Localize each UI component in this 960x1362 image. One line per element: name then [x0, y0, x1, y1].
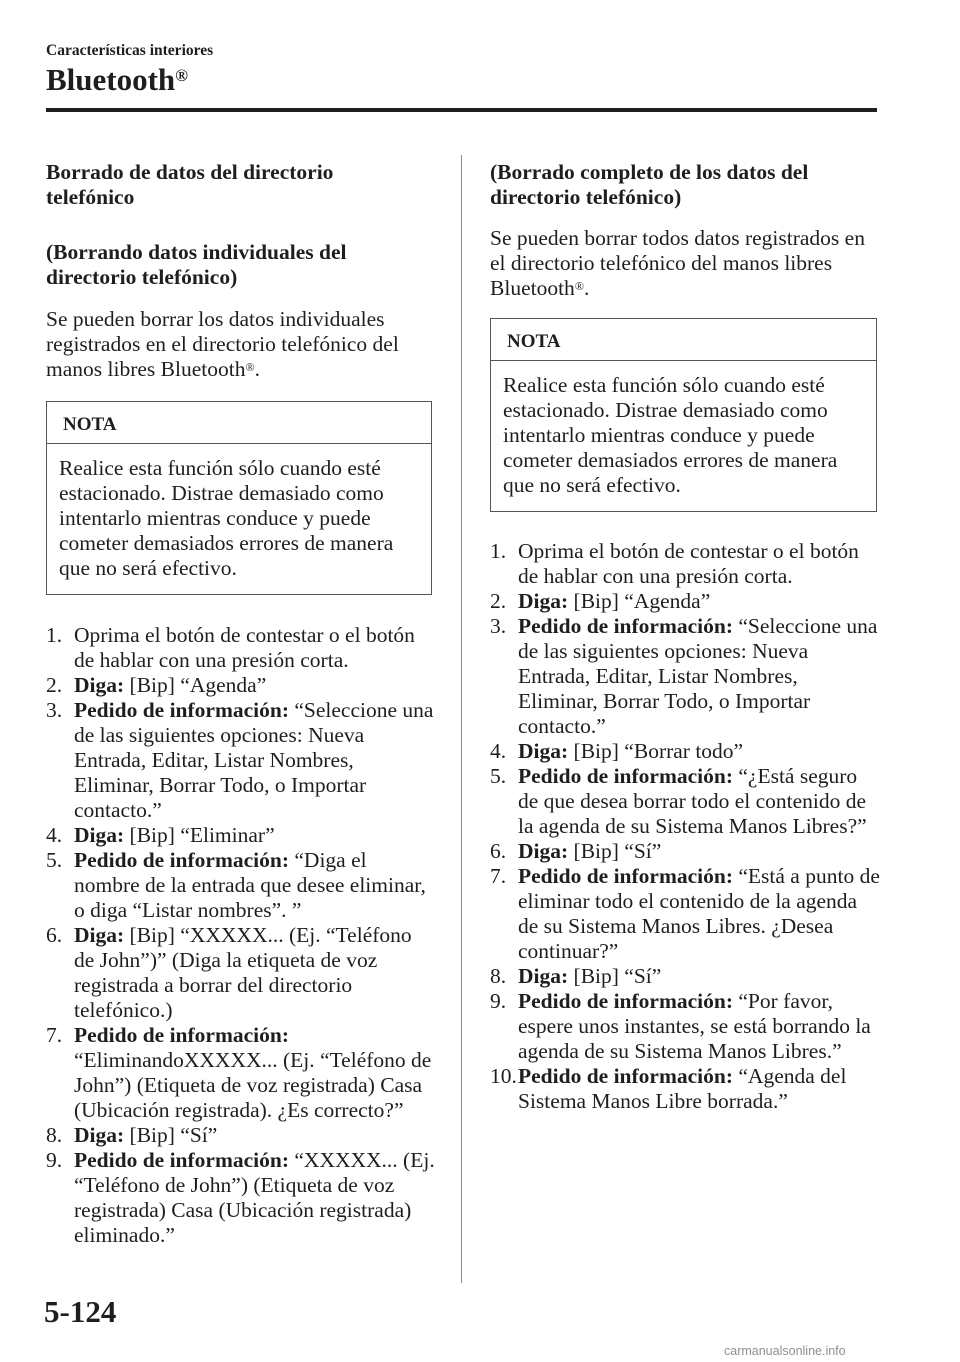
step-number: 5. [46, 848, 63, 872]
step-item [490, 764, 880, 839]
left-column [46, 160, 436, 1248]
step-number: 3. [490, 614, 507, 638]
watermark: carmanualsonline.info [724, 1344, 846, 1358]
intro-individual [46, 307, 436, 382]
step-item [490, 989, 880, 1064]
step-label: Pedido de información: [74, 1148, 289, 1172]
page-title-text: Bluetooth [46, 62, 176, 97]
steps-list-complete [490, 539, 880, 1114]
registered-mark: ® [175, 66, 188, 85]
step-label: Diga: [74, 673, 125, 697]
step-label: Diga: [74, 1123, 125, 1147]
step-item [46, 698, 436, 823]
step-number: 7. [490, 864, 507, 888]
note-text: Realice esta función sólo cuando esté estacionado. Distrae demasiado como intentarlo mientras conduce y puede cometer demasiados errores de manera que no será efectivo. [503, 373, 838, 497]
right-column [490, 160, 880, 1114]
step-label: Pedido de información: [518, 864, 733, 888]
step-number: 6. [46, 923, 63, 947]
step-text: Oprima el botón de contestar o el botón de hablar con una presión corta. [518, 539, 859, 588]
step-number: 1. [46, 623, 63, 647]
step-label: Diga: [74, 923, 125, 947]
step-item [490, 964, 880, 989]
step-label: Diga: [518, 739, 569, 763]
note-title: NOTA [47, 402, 431, 444]
subheading-complete: (Borrado completo de los datos del directorio telefónico) [490, 160, 809, 209]
step-label: Diga: [518, 964, 569, 988]
subheading-individual: (Borrando datos individuales del directorio telefónico) [46, 240, 347, 289]
step-label: Pedido de información: [518, 614, 733, 638]
step-number: 2. [490, 589, 507, 613]
step-label: Pedido de información: [518, 1064, 733, 1088]
page-title [46, 58, 188, 102]
step-label: Diga: [74, 823, 125, 847]
step-number: 1. [490, 539, 507, 563]
step-text: [Bip] “Agenda” [124, 673, 267, 697]
step-number: 3. [46, 698, 63, 722]
steps-list-individual [46, 623, 436, 1248]
step-label: Pedido de información: [74, 1023, 289, 1047]
step-item [46, 1148, 436, 1248]
step-number: 4. [46, 823, 63, 847]
step-text: [Bip] “Agenda” [568, 589, 711, 613]
note-title: NOTA [491, 319, 876, 361]
step-number: 5. [490, 764, 507, 788]
step-label: Diga: [518, 839, 569, 863]
step-number: 6. [490, 839, 507, 863]
step-number: 9. [46, 1148, 63, 1172]
step-text: “¿Está seguro de que desea borrar todo el contenido de la agenda de su Sistema Manos Libres?” [518, 764, 867, 838]
registered-mark: ® [245, 360, 255, 374]
step-text: Oprima el botón de contestar o el botón de hablar con una presión corta. [74, 623, 415, 672]
step-item [490, 1064, 880, 1114]
step-text: [Bip] “Sí” [568, 839, 662, 863]
step-item [490, 864, 880, 964]
step-text: “Seleccione una de las siguientes opciones: Nueva Entrada, Editar, Listar Nombres, Eliminar, Borrar Todo, o Importar contacto.” [74, 698, 434, 822]
step-item [490, 739, 880, 764]
step-text: [Bip] “Sí” [124, 1123, 218, 1147]
intro-end: . [254, 357, 260, 381]
step-item [490, 614, 880, 739]
step-item [490, 539, 880, 589]
step-item [46, 673, 436, 698]
step-number: 2. [46, 673, 63, 697]
section-label: Características interiores [46, 42, 214, 59]
step-label: Pedido de información: [518, 989, 733, 1013]
note-text: Realice esta función sólo cuando esté estacionado. Distrae demasiado como intentarlo mientras conduce y puede cometer demasiados errores de manera que no será efectivo. [59, 456, 394, 580]
note-box [490, 318, 877, 512]
step-item [46, 1123, 436, 1148]
step-number: 8. [490, 964, 507, 988]
step-text: “EliminandoXXXXX... (Ej. “Teléfono de John”) (Etiqueta de voz registrada) Casa (Ubicación registrada). ¿Es correcto?” [74, 1048, 432, 1122]
step-label: Pedido de información: [74, 698, 289, 722]
step-text: [Bip] “XXXXX... (Ej. “Teléfono de John”)” (Diga la etiqueta de voz registrada a borrar del directorio telefónico.) [74, 923, 412, 1022]
section-heading: Borrado de datos del directorio telefónico [46, 160, 334, 209]
step-text: [Bip] “Borrar todo” [568, 739, 744, 763]
note-box [46, 401, 432, 595]
step-item [490, 589, 880, 614]
step-item [46, 923, 436, 1023]
step-label: Pedido de información: [74, 848, 289, 872]
page-number: 5-124 [44, 1294, 117, 1329]
step-label: Pedido de información: [518, 764, 733, 788]
step-text: [Bip] “Sí” [568, 964, 662, 988]
step-number: 10. [490, 1064, 517, 1088]
step-number: 9. [490, 989, 507, 1013]
step-number: 4. [490, 739, 507, 763]
step-item [46, 823, 436, 848]
step-text: “XXXXX... (Ej. “Teléfono de John”) (Etiqueta de voz registrada) Casa (Ubicación registrada) eliminado.” [74, 1148, 435, 1247]
step-text: “Seleccione una de las siguientes opciones: Nueva Entrada, Editar, Listar Nombres, Eliminar, Borrar Todo, o Importar contacto.” [518, 614, 878, 738]
step-item [46, 848, 436, 923]
intro-end: . [583, 276, 590, 300]
registered-mark: ® [574, 279, 584, 293]
step-text: “Está a punto de eliminar todo el contenido de la agenda de su Sistema Manos Libres. ¿Desea continuar?” [518, 864, 880, 963]
step-text: “Agenda del Sistema Manos Libre borrada.” [518, 1064, 847, 1113]
step-item [46, 623, 436, 673]
intro-complete [490, 226, 880, 301]
step-text: “Diga el nombre de la entrada que desee eliminar, o diga “Listar nombres”. ” [74, 848, 426, 922]
step-text: [Bip] “Eliminar” [124, 823, 275, 847]
step-item [46, 1023, 436, 1123]
step-text: “Por favor, espere unos instantes, se está borrando la agenda de su Sistema Manos Libres.” [518, 989, 871, 1063]
title-rule [46, 108, 877, 112]
intro-text: Se pueden borrar todos datos registrados en el directorio telefónico del manos libres Bluetooth [490, 226, 865, 300]
intro-text: Se pueden borrar los datos individuales registrados en el directorio telefónico del manos libres Bluetooth [46, 307, 399, 381]
step-label: Diga: [518, 589, 569, 613]
step-item [490, 839, 880, 864]
step-number: 8. [46, 1123, 63, 1147]
step-number: 7. [46, 1023, 63, 1047]
column-divider [461, 155, 462, 1283]
